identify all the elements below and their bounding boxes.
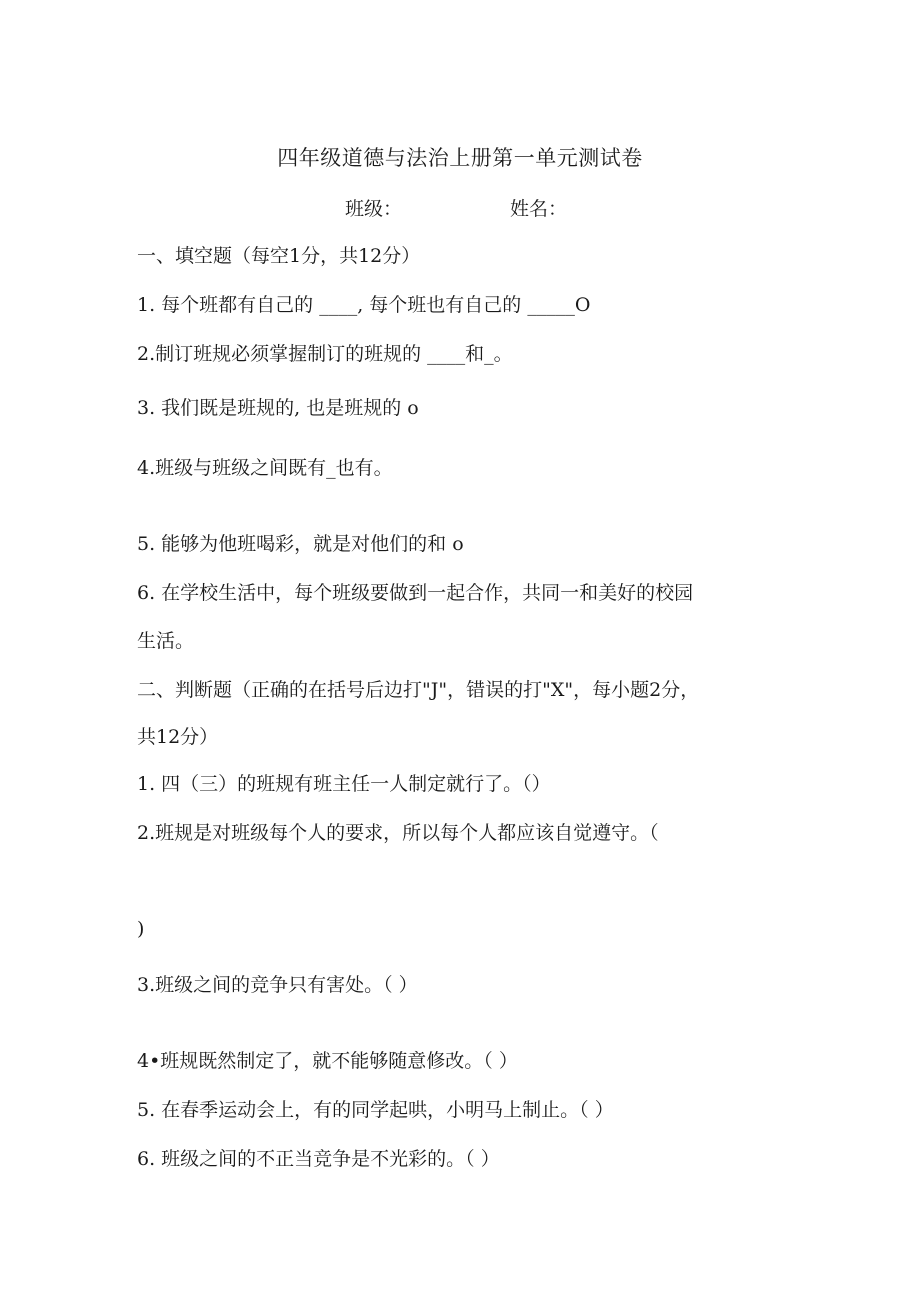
fill-question-3: 3. 我们既是班规的, 也是班规的 o	[137, 397, 419, 419]
judge-question-1: 1. 四（三）的班规有班主任一人制定就行了。（）	[137, 773, 551, 795]
name-label: 姓名：	[510, 198, 568, 220]
section2-heading: 二、判断题（正确的在括号后边打"J"，错误的打"X"，每小题2分，	[137, 679, 700, 701]
page-title: 四年级道德与法治上册第一单元测试卷	[277, 146, 643, 170]
judge-question-5: 5. 在春季运动会上，有的同学起哄，小明马上制止。（ ）	[137, 1099, 614, 1121]
fill-question-4: 4.班级与班级之间既有_也有。	[137, 457, 393, 479]
fill-question-6: 6. 在学校生活中，每个班级要做到一起合作，共同一和美好的校园	[137, 582, 694, 604]
fill-question-6-continued: 生活。	[137, 630, 195, 652]
fill-question-1: 1. 每个班都有自己的 ____, 每个班也有自己的 _____O	[137, 294, 591, 316]
fill-question-2: 2.制订班规必须掌握制订的班规的 ____和_。	[137, 343, 513, 365]
fill-question-5: 5. 能够为他班喝彩，就是对他们的和 o	[137, 533, 464, 555]
judge-question-3: 3.班级之间的竞争只有害处。（ ）	[137, 974, 418, 996]
section2-heading-continued: 共12分）	[137, 726, 219, 748]
judge-question-4: 4•班规既然制定了，就不能够随意修改。（ ）	[137, 1050, 518, 1072]
judge-question-2: 2.班规是对班级每个人的要求，所以每个人都应该自觉遵守。（	[137, 822, 659, 844]
judge-question-6: 6. 班级之间的不正当竞争是不光彩的。（ ）	[137, 1148, 500, 1170]
class-label: 班级：	[345, 198, 403, 220]
section1-heading: 一、填空题（每空1分，共12分）	[137, 245, 421, 267]
judge-question-2-closing: )	[137, 918, 145, 940]
